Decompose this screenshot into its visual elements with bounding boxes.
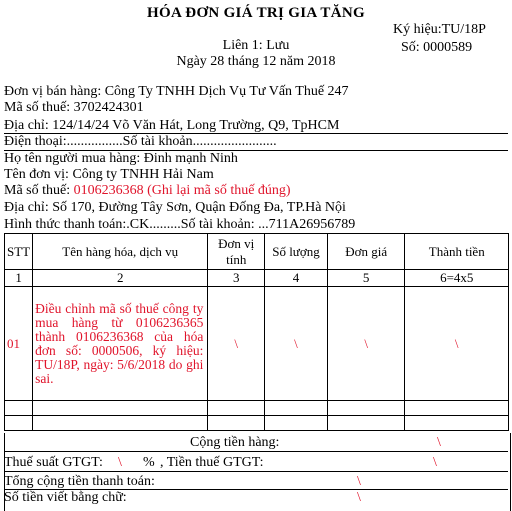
- seller-phone-account: Điện thoại:................Số tài khoản........................: [4, 134, 277, 149]
- index-cell: 4: [265, 270, 328, 287]
- total-payment-label: Tổng cộng tiền thanh toán:: [4, 474, 155, 489]
- buyer-tax-code-label: Mã số thuế:: [4, 183, 74, 198]
- invoice-copy: Liên 1: Lưu: [222, 38, 290, 53]
- buyer-unit: Tên đơn vị: Công ty TNHH Hải Nam: [4, 167, 214, 182]
- buyer-address: Địa chỉ: Số 170, Đường Tây Sơn, Quận Đống Đa, TP.Hà Nội: [4, 200, 346, 215]
- goods-total-label: Cộng tiền hàng:: [190, 435, 280, 450]
- goods-total-value: \: [437, 435, 441, 450]
- header-stt: STT: [5, 234, 33, 270]
- amount-in-words-label: Số tiền viết bằng chữ:: [4, 490, 127, 505]
- index-cell: 6=4x5: [405, 270, 509, 287]
- table-row: [5, 287, 509, 401]
- index-cell: 1: [5, 270, 33, 287]
- index-cell: 2: [33, 270, 208, 287]
- buyer-tax-code-value: 0106236368 (Ghi lại mã số thuế đúng): [73, 183, 291, 198]
- header-unit: Đơn vị tính: [208, 234, 265, 270]
- vat-rate-label: Thuế suất GTGT:: [4, 455, 103, 470]
- header-quantity: Số lượng: [265, 234, 328, 270]
- row-quantity: \: [265, 287, 328, 401]
- vat-amount-value: \: [433, 455, 437, 470]
- row-price: \: [327, 287, 405, 401]
- amount-in-words-value: \: [357, 490, 361, 505]
- buyer-name: Họ tên người mua hàng: Đinh mạnh Ninh: [4, 151, 238, 166]
- header-name: Tên hàng hóa, dịch vụ: [33, 234, 208, 270]
- invoice-symbol: Ký hiệu:TU/18P: [393, 22, 486, 37]
- buyer-payment: Hình thức thanh toán:.CK.........Số tài khoản: ...711A26956789: [4, 217, 356, 232]
- divider: [4, 471, 508, 472]
- divider: [4, 451, 508, 452]
- row-unit: \: [208, 287, 265, 401]
- table-row-empty: [5, 401, 509, 416]
- total-payment-value: \: [357, 474, 361, 489]
- vat-rate-value: \: [118, 455, 122, 470]
- row-description: Điều chỉnh mã số thuế công ty mua hàng từ 0106236365 thành 0106236368 của hóa đơn số: 0000506, ký hiệu: TU/18P, ngày: 5/6/2018 do ghi sai.: [33, 287, 208, 401]
- table-header-row: [5, 234, 509, 270]
- items-table: [4, 233, 509, 431]
- invoice-date: Ngày 28 tháng 12 năm 2018: [176, 54, 336, 69]
- header-price: Đơn giá: [327, 234, 405, 270]
- seller-unit: Đơn vị bán hàng: Công Ty TNHH Dịch Vụ Tư Vấn Thuế 247: [4, 84, 349, 99]
- row-amount: \: [405, 287, 509, 401]
- vat-percent: %: [143, 455, 155, 470]
- seller-tax-code: Mã số thuế: 3702424301: [4, 100, 144, 115]
- invoice-number: Số: 0000589: [401, 40, 473, 55]
- index-cell: 3: [208, 270, 265, 287]
- vat-amount-label: , Tiền thuế GTGT:: [160, 455, 264, 470]
- buyer-tax-code: [4, 183, 291, 199]
- header-amount: Thành tiền: [405, 234, 509, 270]
- row-stt: 01: [5, 287, 33, 401]
- seller-address: Địa chỉ: 124/14/24 Võ Văn Hát, Long Trường, Q9, TpHCM: [4, 118, 340, 133]
- table-row-empty: [5, 416, 509, 431]
- invoice-title: HÓA ĐƠN GIÁ TRỊ GIA TĂNG: [147, 5, 365, 21]
- index-cell: 5: [327, 270, 405, 287]
- table-index-row: [5, 270, 509, 287]
